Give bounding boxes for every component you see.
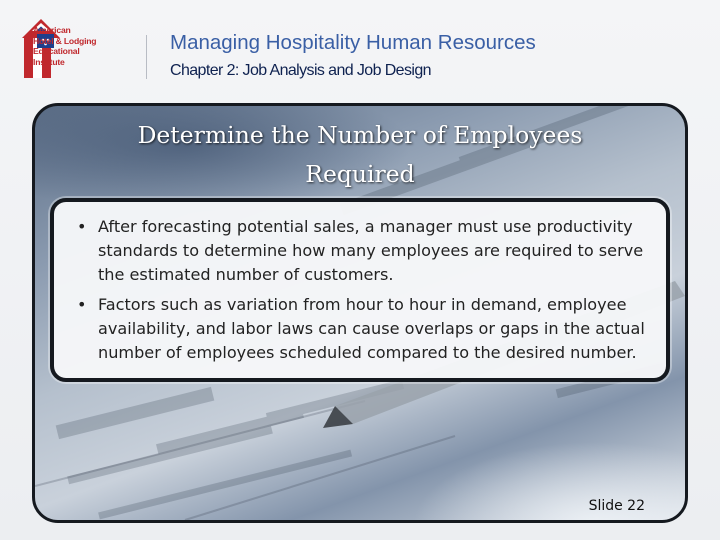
bullet-item: [66, 293, 656, 365]
slide-heading: Determine the Number of Employees Required: [137, 121, 583, 188]
bullet-text: After forecasting potential sales, a manager must use productivity standards to determine how many employees are required to serve the estimated number of customers.: [98, 217, 644, 284]
content-frame: [32, 103, 688, 523]
chapter-subtitle: Chapter 2: Job Analysis and Job Design: [170, 62, 431, 79]
bullet-list: [66, 215, 656, 371]
bullet-item: [66, 215, 656, 287]
logo-text: American Hotel & Lodging Educational Institute: [33, 25, 97, 67]
bullet-dot-icon: •: [77, 295, 87, 314]
slide-header: [0, 0, 720, 100]
header-divider: [146, 35, 147, 79]
bullet-box: [50, 198, 670, 382]
course-title: Managing Hospitality Human Resources: [170, 31, 536, 54]
bullet-text: Factors such as variation from hour to hour in demand, employee availability, and labor laws can cause overlaps or gaps in the actual number of employees scheduled compared to the desired number.: [98, 295, 645, 362]
slide-number: Slide 22: [588, 498, 645, 514]
bullet-dot-icon: •: [77, 217, 87, 236]
